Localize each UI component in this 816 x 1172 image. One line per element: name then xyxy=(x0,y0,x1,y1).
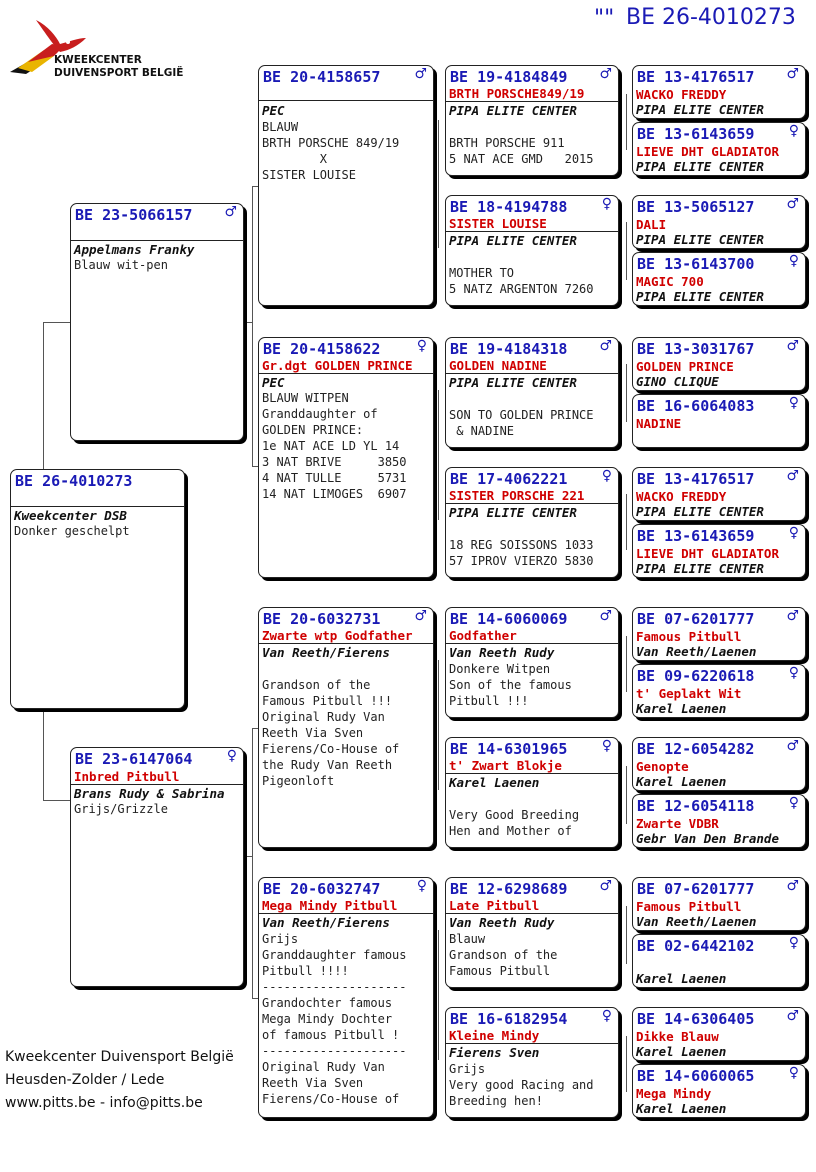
pedigree-card-gen4 xyxy=(632,1064,806,1118)
description: BLAUW BRTH PORSCHE 849/19 X SISTER LOUISE xyxy=(262,120,400,182)
pedigree-card-gen4 xyxy=(632,664,806,718)
description: MOTHER TO 5 NATZ ARGENTON 7260 xyxy=(449,266,594,296)
divider xyxy=(11,506,184,507)
pedigree-card-gen3 xyxy=(445,877,619,988)
ring-number: BE 12-6298689 xyxy=(450,880,568,898)
description: Very Good Breeding Hen and Mother of xyxy=(449,808,580,838)
owner: Van Reeth Rudy xyxy=(449,645,555,660)
footer-location: Heusden-Zolder / Lede xyxy=(5,1072,165,1088)
description: Grijs/Grizzle xyxy=(74,802,168,816)
pigeon-name: Inbred Pitbull xyxy=(74,769,180,784)
male-sex-icon: ♂ xyxy=(786,196,799,212)
owner: PIPA ELITE CENTER xyxy=(636,232,764,247)
ring-number: BE 16-6064083 xyxy=(637,397,755,415)
pedigree-card-sire xyxy=(70,203,244,441)
connector-line xyxy=(626,636,627,692)
owner: Karel Laenen xyxy=(636,774,727,789)
ring-number: BE 14-6060069 xyxy=(450,610,568,628)
male-sex-icon: ♂ xyxy=(786,878,799,894)
male-sex-icon: ♂ xyxy=(599,608,612,624)
female-sex-icon: ♀ xyxy=(416,878,427,894)
pigeon-name: WACKO FREDDY xyxy=(636,489,727,504)
pedigree-card-gen4 xyxy=(632,794,806,848)
owner: Karel Laenen xyxy=(636,1101,727,1116)
pigeon-name: Famous Pitbull xyxy=(636,899,742,914)
divider xyxy=(446,231,618,232)
divider xyxy=(71,784,243,785)
pigeon-name: Kleine Mindy xyxy=(449,1028,540,1043)
pigeon-name: GOLDEN NADINE xyxy=(449,358,547,373)
description: 18 REG SOISSONS 1033 57 IPROV VIERZO 5830 xyxy=(449,538,594,568)
divider xyxy=(446,773,618,774)
ring-number: BE 18-4194788 xyxy=(450,198,568,216)
header-quote: "" xyxy=(594,6,615,31)
ring-number: BE 07-6201777 xyxy=(637,880,755,898)
female-sex-icon: ♀ xyxy=(788,935,799,951)
divider xyxy=(71,240,243,241)
pigeon-name: GOLDEN PRINCE xyxy=(636,359,734,374)
pedigree-card-gen3 xyxy=(445,607,619,718)
owner: Van Reeth/Laenen xyxy=(636,914,757,929)
description: Grandson of the Famous Pitbull !!! Original Rudy Van Reeth Via Sven Fierens/Co-House of the Rudy Van Reeth Pigeonloft xyxy=(262,678,400,788)
owner: PIPA ELITE CENTER xyxy=(449,505,577,520)
pedigree-card-gen4 xyxy=(632,737,806,791)
connector-line xyxy=(626,906,627,964)
female-sex-icon: ♀ xyxy=(788,395,799,411)
ring-number: BE 14-6301965 xyxy=(450,740,568,758)
connector-line xyxy=(438,120,439,248)
female-sex-icon: ♀ xyxy=(601,738,612,754)
pigeon-name: LIEVE DHT GLADIATOR xyxy=(636,144,779,159)
pigeon-name: SISTER PORSCHE 221 xyxy=(449,488,585,503)
pedigree-card-gen3 xyxy=(445,65,619,176)
owner: PIPA ELITE CENTER xyxy=(449,103,577,118)
pedigree-card-gen4 xyxy=(632,877,806,931)
ring-number: BE 14-6060065 xyxy=(637,1067,755,1085)
ring-number: BE 20-4158657 xyxy=(263,68,381,86)
pigeon-name: Godfather xyxy=(449,628,517,643)
pedigree-card-gen3 xyxy=(445,1007,619,1118)
pedigree-card-subject xyxy=(10,469,185,709)
pedigree-card-gen4 xyxy=(632,607,806,661)
connector-line xyxy=(252,728,253,998)
description: BLAUW WITPEN Granddaughter of GOLDEN PRINCE: 1e NAT ACE LD YL 14 3 NAT BRIVE 3850 4 NAT TULLE 5731 14 NAT LIMOGES 6907 xyxy=(262,391,407,501)
pedigree-card-gen3 xyxy=(445,737,619,848)
logo-line-1: KWEEKCENTER xyxy=(54,54,142,66)
pigeon-name: t' Zwart Blokje xyxy=(449,758,562,773)
female-sex-icon: ♀ xyxy=(788,795,799,811)
owner: Karel Laenen xyxy=(636,971,727,986)
male-sex-icon: ♂ xyxy=(599,66,612,82)
pigeon-name: DALI xyxy=(636,217,667,232)
pigeon-name: t' Geplakt Wit xyxy=(636,686,742,701)
pedigree-card-gen2 xyxy=(258,337,434,578)
connector-line xyxy=(626,222,627,280)
divider xyxy=(259,373,433,374)
owner: PIPA ELITE CENTER xyxy=(636,159,764,174)
pedigree-card-gen4 xyxy=(632,252,806,306)
ring-number: BE 02-6442102 xyxy=(637,937,755,955)
ring-number: BE 19-4184849 xyxy=(450,68,568,86)
ring-number: BE 12-6054282 xyxy=(637,740,755,758)
connector-line xyxy=(252,186,253,466)
owner: Van Reeth/Laenen xyxy=(636,644,757,659)
ring-number: BE 17-4062221 xyxy=(450,470,568,488)
description: BRTH PORSCHE 911 5 NAT ACE GMD 2015 xyxy=(449,136,594,166)
female-sex-icon: ♀ xyxy=(601,1008,612,1024)
ring-number: BE 13-4176517 xyxy=(637,68,755,86)
male-sex-icon: ♂ xyxy=(786,468,799,484)
female-sex-icon: ♀ xyxy=(788,253,799,269)
connector-line xyxy=(43,322,71,323)
connector-line xyxy=(438,660,439,790)
pigeon-name: NADINE xyxy=(636,416,682,431)
connector-line xyxy=(626,1036,627,1092)
connector-line xyxy=(626,494,627,550)
footer-company: Kweekcenter Duivensport België xyxy=(5,1049,234,1065)
male-sex-icon: ♂ xyxy=(786,1008,799,1024)
description: Grijs Granddaughter famous Pitbull !!!! -------------------- Grandochter famous Mega Mindy Dochter of famous Pitbull ! -------------------- Original Rudy Van Reeth Via Sven Fierens/Co-House of xyxy=(262,932,407,1106)
ring-number: BE 26-4010273 xyxy=(15,472,133,490)
connector-line xyxy=(43,800,71,801)
owner: PIPA ELITE CENTER xyxy=(636,289,764,304)
ring-number: BE 13-5065127 xyxy=(637,198,755,216)
female-sex-icon: ♀ xyxy=(788,525,799,541)
pedigree-card-gen4 xyxy=(632,1007,806,1061)
connector-line xyxy=(626,94,627,150)
divider xyxy=(446,373,618,374)
divider xyxy=(446,101,618,102)
pigeon-name: Famous Pitbull xyxy=(636,629,742,644)
male-sex-icon: ♂ xyxy=(414,608,427,624)
connector-line xyxy=(626,766,627,824)
description: Blauw wit-pen xyxy=(74,258,168,272)
connector-line xyxy=(626,364,627,422)
divider xyxy=(446,1043,618,1044)
pigeon-name: Mega Mindy xyxy=(636,1086,712,1101)
pedigree-card-gen4 xyxy=(632,524,806,578)
owner: PEC xyxy=(262,375,285,390)
pedigree-card-dam xyxy=(70,747,244,987)
pedigree-card-gen4 xyxy=(632,195,806,249)
ring-number: BE 13-6143659 xyxy=(637,527,755,545)
ring-number: BE 09-6220618 xyxy=(637,667,755,685)
pigeon-name: MAGIC 700 xyxy=(636,274,704,289)
female-sex-icon: ♀ xyxy=(416,338,427,354)
owner: PIPA ELITE CENTER xyxy=(449,233,577,248)
owner: PEC xyxy=(262,103,285,118)
male-sex-icon: ♂ xyxy=(786,738,799,754)
description: SON TO GOLDEN PRINCE & NADINE xyxy=(449,408,594,438)
divider xyxy=(259,100,433,101)
ring-number: BE 12-6054118 xyxy=(637,797,755,815)
pedigree-card-gen4 xyxy=(632,394,806,448)
pigeon-name: WACKO FREDDY xyxy=(636,87,727,102)
owner: Van Reeth/Fierens xyxy=(262,645,390,660)
ring-number: BE 16-6182954 xyxy=(450,1010,568,1028)
connector-line xyxy=(243,856,253,857)
divider xyxy=(446,913,618,914)
pedigree-card-gen4 xyxy=(632,337,806,391)
male-sex-icon: ♂ xyxy=(786,66,799,82)
pedigree-card-gen4 xyxy=(632,467,806,521)
pigeon-name: Genopte xyxy=(636,759,689,774)
owner: Brans Rudy & Sabrina xyxy=(74,786,225,801)
description: Blauw Grandson of the Famous Pitbull xyxy=(449,932,558,978)
connector-line xyxy=(438,930,439,1060)
pedigree-card-gen3 xyxy=(445,337,619,448)
pigeon-name: Gr.dgt GOLDEN PRINCE xyxy=(262,358,413,373)
pedigree-card-gen2 xyxy=(258,877,434,1118)
divider xyxy=(446,643,618,644)
pigeon-name: Zwarte wtp Godfather xyxy=(262,628,413,643)
connector-line xyxy=(243,322,253,323)
ring-number: BE 13-6143700 xyxy=(637,255,755,273)
pedigree-card-gen3 xyxy=(445,467,619,578)
male-sex-icon: ♂ xyxy=(786,608,799,624)
description: Donker geschelpt xyxy=(14,524,130,538)
owner: Karel Laenen xyxy=(636,1044,727,1059)
ring-number: BE 23-6147064 xyxy=(75,750,193,768)
ring-number: BE 23-5066157 xyxy=(75,206,193,224)
ring-number: BE 13-4176517 xyxy=(637,470,755,488)
female-sex-icon: ♀ xyxy=(788,1065,799,1081)
connector-line xyxy=(43,708,44,800)
pigeon-name: Zwarte VDBR xyxy=(636,816,719,831)
pigeon-name: Dikke Blauw xyxy=(636,1029,719,1044)
pigeon-name: Late Pitbull xyxy=(449,898,540,913)
connector-line xyxy=(43,322,44,470)
owner: Karel Laenen xyxy=(636,701,727,716)
female-sex-icon: ♀ xyxy=(788,123,799,139)
pedigree-card-gen4 xyxy=(632,934,806,988)
description: Grijs Very good Racing and Breeding hen! xyxy=(449,1062,594,1108)
pigeon-name: Mega Mindy Pitbull xyxy=(262,898,398,913)
ring-number: BE 20-6032747 xyxy=(263,880,381,898)
female-sex-icon: ♀ xyxy=(601,468,612,484)
owner: Van Reeth Rudy xyxy=(449,915,555,930)
ring-number: BE 14-6306405 xyxy=(637,1010,755,1028)
ring-number: BE 13-3031767 xyxy=(637,340,755,358)
owner: Fierens Sven xyxy=(449,1045,540,1060)
pedigree-card-gen4 xyxy=(632,65,806,119)
male-sex-icon: ♂ xyxy=(599,338,612,354)
divider xyxy=(259,913,433,914)
ring-number: BE 20-6032731 xyxy=(263,610,381,628)
pigeon-name: LIEVE DHT GLADIATOR xyxy=(636,546,779,561)
ring-number: BE 07-6201777 xyxy=(637,610,755,628)
ring-number: BE 19-4184318 xyxy=(450,340,568,358)
header-ring-number: BE 26-4010273 xyxy=(626,5,796,30)
pedigree-card-gen3 xyxy=(445,195,619,306)
pigeon-name: SISTER LOUISE xyxy=(449,216,547,231)
owner: PIPA ELITE CENTER xyxy=(636,102,764,117)
male-sex-icon: ♂ xyxy=(414,66,427,82)
owner: Van Reeth/Fierens xyxy=(262,915,390,930)
connector-line xyxy=(438,390,439,520)
owner: PIPA ELITE CENTER xyxy=(636,504,764,519)
logo xyxy=(8,16,184,80)
owner: PIPA ELITE CENTER xyxy=(636,561,764,576)
owner: GINO CLIQUE xyxy=(636,374,719,389)
female-sex-icon: ♀ xyxy=(601,196,612,212)
logo-line-2: DUIVENSPORT BELGIË xyxy=(54,67,184,79)
owner: Gebr Van Den Brande xyxy=(636,831,779,846)
owner: Kweekcenter DSB xyxy=(14,508,127,523)
female-sex-icon: ♀ xyxy=(788,665,799,681)
male-sex-icon: ♂ xyxy=(599,878,612,894)
male-sex-icon: ♂ xyxy=(786,338,799,354)
pedigree-card-gen2 xyxy=(258,607,434,848)
ring-number: BE 13-6143659 xyxy=(637,125,755,143)
ring-number: BE 20-4158622 xyxy=(263,340,381,358)
description: Donkere Witpen Son of the famous Pitbull !!! xyxy=(449,662,572,708)
pedigree-card-gen4 xyxy=(632,122,806,176)
pigeon-name: BRTH PORSCHE849/19 xyxy=(449,86,585,101)
footer-contact-link[interactable]: www.pitts.be - info@pitts.be xyxy=(5,1095,203,1111)
pedigree-card-gen2 xyxy=(258,65,434,306)
owner: Karel Laenen xyxy=(449,775,540,790)
male-sex-icon: ♂ xyxy=(224,204,237,220)
owner: Appelmans Franky xyxy=(74,242,195,257)
female-sex-icon: ♀ xyxy=(226,748,237,764)
owner: PIPA ELITE CENTER xyxy=(449,375,577,390)
divider xyxy=(259,643,433,644)
divider xyxy=(446,503,618,504)
